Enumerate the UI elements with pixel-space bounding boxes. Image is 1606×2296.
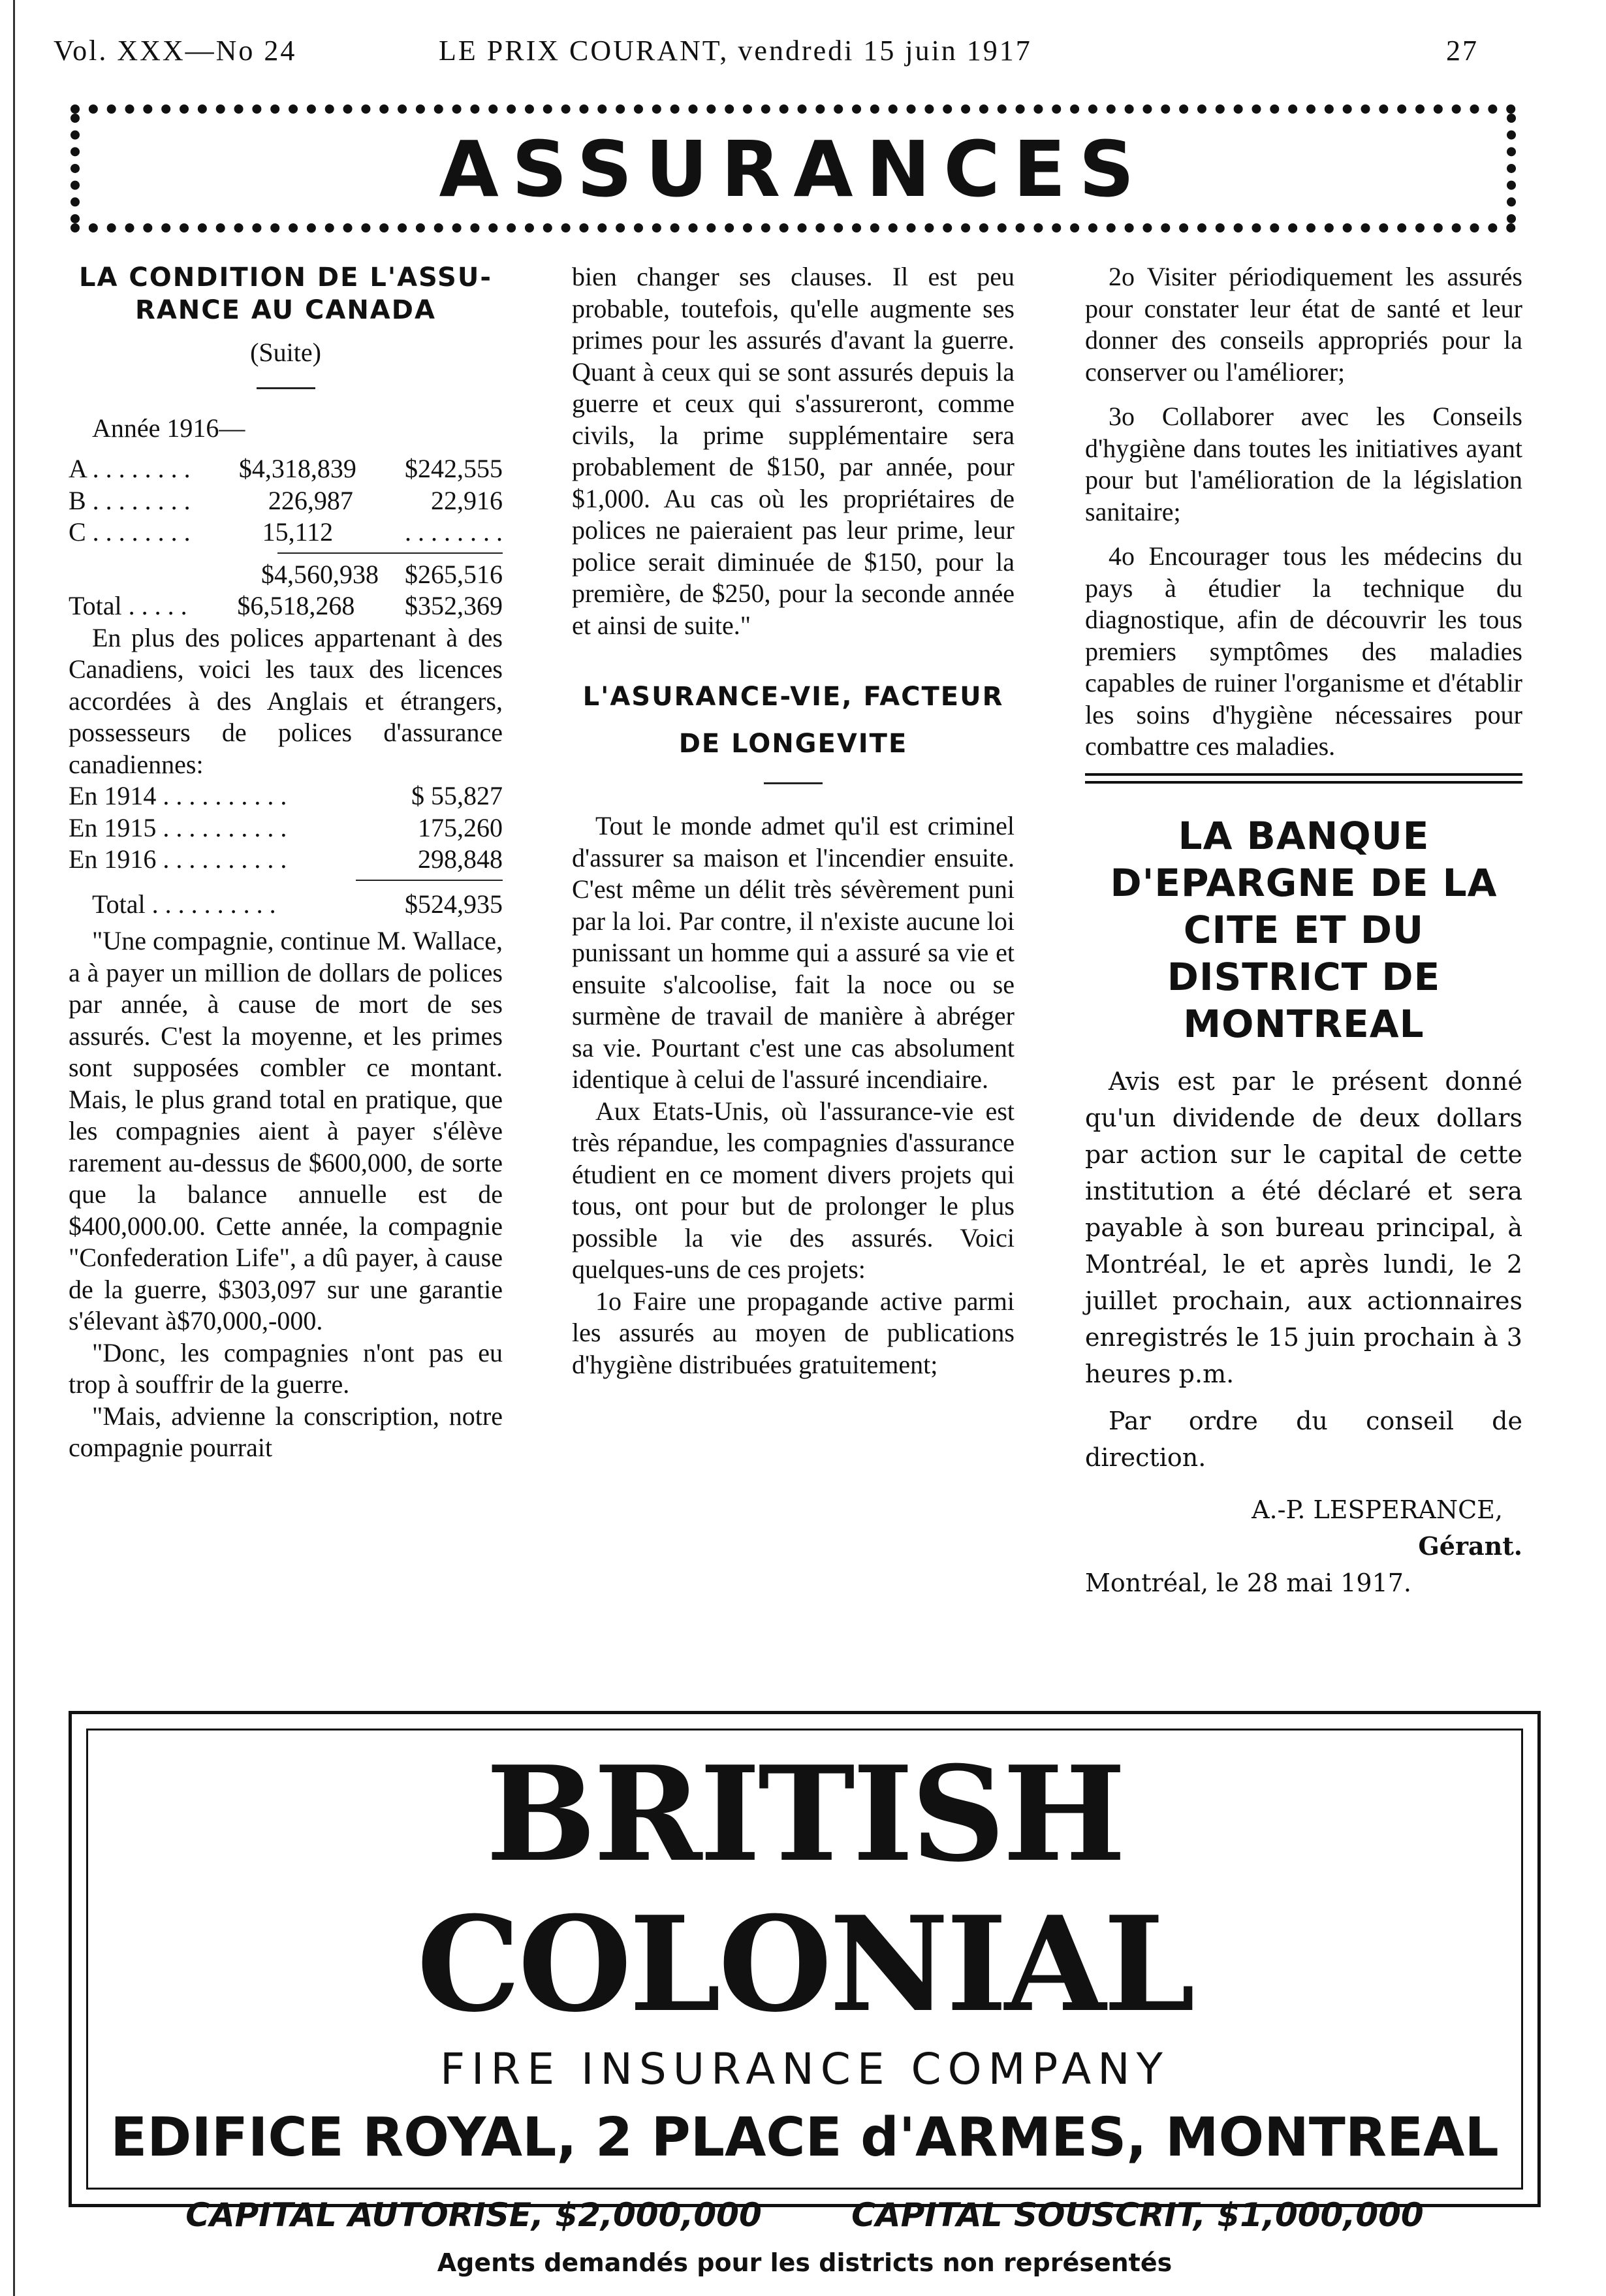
paragraph: "Mais, advienne la conscription, notre compagnie pourrait — [69, 1401, 503, 1462]
article-heading: L'ASURANCE-VIE, FACTEUR — [582, 682, 1004, 712]
table-row: A . . . . . . . . $4,318,839 $242,555 — [69, 454, 503, 483]
signature-role: Gérant. — [1418, 1531, 1522, 1561]
divider — [257, 387, 315, 389]
bank-notice-text: Avis est par le présent donné qu'un dividende de deux dollars par action sur le capital de cette institution a été déclaré et sera payable à son bureau principal, à Montréal, le et après lundi, le 2 juillet prochain, aux actionnaires enregistrés le 15 juin prochain à 3 heures p.m. — [1085, 1066, 1522, 1388]
paragraph: En plus des polices appartenant à des Canadiens, voici les taux des licences accordées à des Anglais et étrangers, possesseurs de polices d'assurance canadiennes: — [69, 622, 503, 779]
bank-notice-heading: LA BANQUE D'EPARGNE DE LA CITE ET DU DISTRICT DE MONTREAL — [1110, 813, 1498, 1046]
paragraph: 1o Faire une propagande active parmi les assurés au moyen de publications d'hygiène distribuées gratuitement; — [572, 1286, 1015, 1379]
section-banner — [71, 104, 1516, 232]
column-1 — [69, 261, 503, 1464]
advertisement-inner-border — [86, 1729, 1523, 2277]
total-row: Total . . . . . $6,518,268 $352,369 — [69, 591, 503, 620]
advertisement-title: BRITISH COLONIAL — [417, 1738, 1193, 2041]
total-row: Total . . . . . . . . . . $524,935 — [92, 889, 503, 919]
advertisement-agents: Agents demandés pour les districts non représentés — [437, 2248, 1173, 2277]
stats-table — [69, 453, 503, 622]
column-3 — [1085, 261, 1522, 1601]
table-row: C . . . . . . . . 15,112 . . . . . . . . — [69, 517, 503, 547]
bank-notice-order: Par ordre du conseil de direction. — [1085, 1406, 1522, 1472]
publication-title: LE PRIX COURANT, vendredi 15 juin 1917 — [439, 35, 1032, 67]
paragraph: Tout le monde admet qu'il est criminel d'assurer sa maison et l'incendier ensuite. C'est même un délit très sévèrement puni par la loi. Par contre, il n'existe aucune loi punissant un homme qui a assuré sa vie et ensuite s'alcoolise, fait la noce ou se surmène de travail de manière à abréger sa vie. Pourtant c'est une cas absolument identique à celui de l'assuré incendiaire. — [572, 811, 1015, 1094]
table-row: B . . . . . . . . 226,987 22,916 — [69, 485, 503, 515]
notice-date: Montréal, le 28 mai 1917. — [1085, 1568, 1412, 1597]
capital-authorized: CAPITAL AUTORISE, $2,000,000 — [185, 2196, 762, 2234]
paragraph: 4o Encourager tous les médecins du pays à étudier la technique du diagnostique, afin de découvrir les tous premiers symptômes des maladies capables de ruiner l'organisme et d'établir les soins d'hygiène nécessaires pour combattre ces maladies. — [1085, 541, 1522, 761]
paragraph: 2o Visiter périodiquement les assurés pour constater leur état de santé et leur donner des conseils appropriés pour la conserver ou l'améliorer; — [1085, 262, 1522, 387]
sum-rule — [277, 552, 503, 554]
article-heading: LA CONDITION DE L'ASSU-RANCE AU CANADA — [79, 263, 492, 325]
table-row: En 1916 . . . . . . . . . . 298,848 — [69, 844, 503, 874]
suite-label: (Suite) — [250, 338, 321, 367]
signature: A.-P. LESPERANCE, — [1252, 1495, 1503, 1524]
section-title: ASSURANCES — [439, 124, 1148, 214]
subtotal-row: $4,560,938 $265,516 — [261, 559, 503, 589]
divider — [764, 782, 823, 784]
licence-table — [69, 780, 503, 920]
advertisement-subtitle: FIRE INSURANCE COMPANY — [440, 2044, 1169, 2094]
table-row: En 1914 . . . . . . . . . . $ 55,827 — [69, 781, 503, 810]
sum-rule — [356, 880, 503, 881]
table-row: En 1915 . . . . . . . . . . 175,260 — [69, 812, 503, 842]
column-2 — [572, 261, 1015, 1380]
paragraph: Aux Etats-Unis, où l'assurance-vie est très répandue, les compagnies d'assurance étudient en ce moment divers projets qui tous, ont pour but de prolonger le plus possible la vie des assurés. Voici quelques-uns de ces projets: — [572, 1096, 1015, 1284]
page-number: 27 — [1446, 35, 1479, 67]
double-divider — [1085, 773, 1522, 784]
advertisement-address: EDIFICE ROYAL, 2 PLACE d'ARMES, MONTREAL — [110, 2107, 1499, 2169]
paragraph: "Donc, les compagnies n'ont pas eu trop à souffrir de la guerre. — [69, 1337, 503, 1399]
capital-subscribed: CAPITAL SOUSCRIT, $1,000,000 — [851, 2196, 1424, 2234]
article-heading: DE LONGEVITE — [678, 729, 908, 759]
advertisement-capital — [88, 2189, 1521, 2241]
paragraph: 3o Collaborer avec les Conseils d'hygiène dans toutes les initiatives ayant pour but l'amélioration de la législation sanitaire; — [1085, 402, 1522, 526]
paragraph: "Une compagnie, continue M. Wallace, a à payer un million de dollars de polices par année, à cause de mort de ses assurés. C'est la moyenne, et les primes sont supposées combler ce montant. Mais, le plus grand total en pratique, que les compagnies aient à payer s'élève rarement au-dessus de $600,000, de sorte que la balance annuelle est de $400,000.00. Cette année, la compagnie "Confederation Life", a dû payer, à cause de la guerre, $303,097 sur une garantie s'élevant à$70,000,-000. — [69, 926, 503, 1335]
paragraph: bien changer ses clauses. Il est peu probable, toutefois, qu'elle augmente ses primes pour les assurés d'avant la guerre. Quant à ceux qui se sont assurés depuis la guerre et ceux qui s'assureront, comme civils, la prime supplémentaire sera probablement de $150, par année, pour $1,000. Au cas où les propriétaires de polices ne paieraient pas leur prime, leur police serait diminuée de $150, pour la première, de $250, pour la seconde année et ainsi de suite." — [572, 262, 1015, 640]
volume-number: Vol. XXX—No 24 — [54, 35, 297, 67]
page-edge-line — [13, 0, 15, 2296]
year-label: Année 1916— — [92, 413, 245, 443]
advertisement-box — [69, 1711, 1541, 2277]
